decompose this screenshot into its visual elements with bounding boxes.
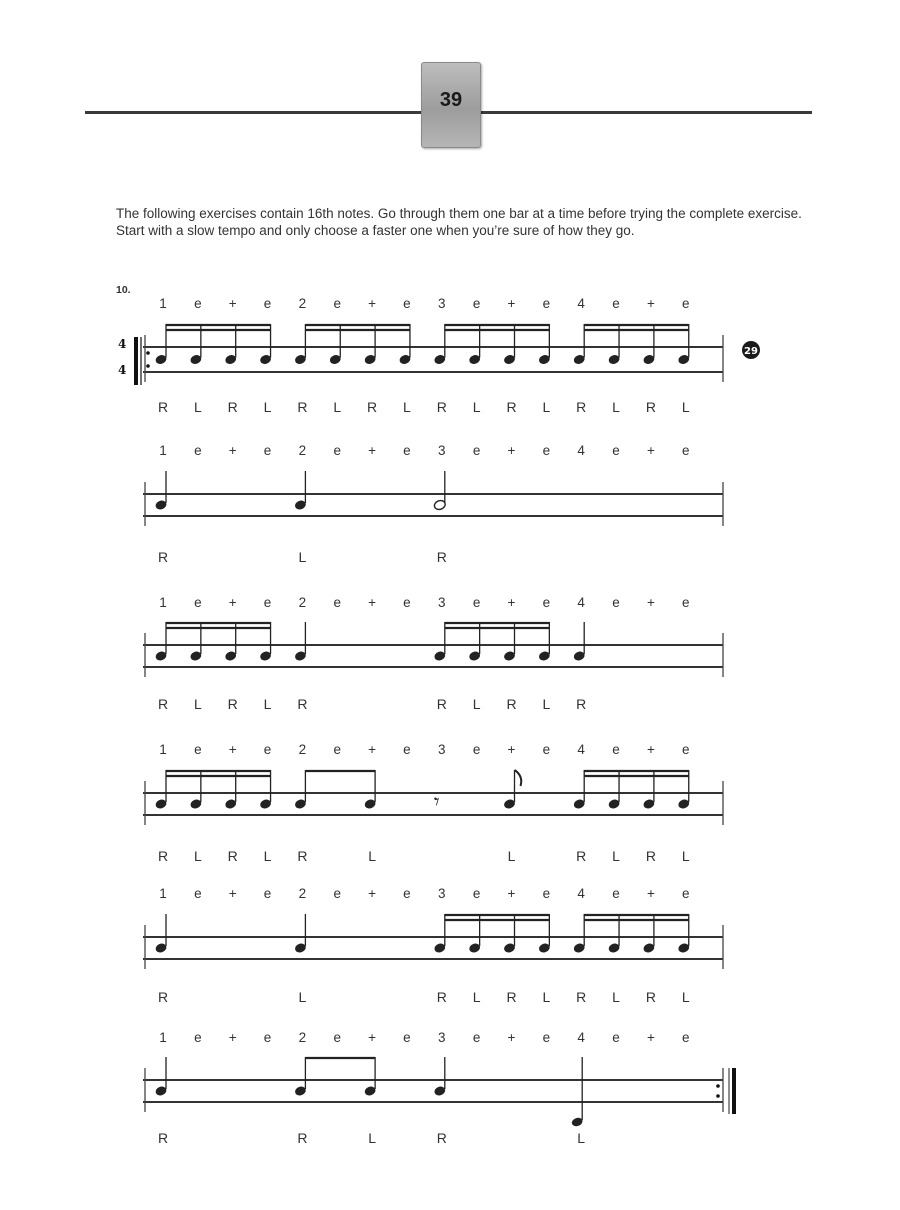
- count-label: e: [612, 1030, 620, 1045]
- count-label: e: [194, 886, 202, 901]
- count-label: e: [263, 886, 272, 901]
- repeat-dot: [146, 351, 150, 355]
- count-label: +: [507, 886, 516, 901]
- count-label: e: [542, 742, 551, 757]
- track-number: 29: [744, 346, 758, 357]
- count-label: 2: [298, 742, 307, 757]
- count-label: e: [403, 886, 411, 901]
- count-label: e: [194, 1030, 202, 1045]
- count-label: +: [646, 886, 655, 901]
- count-label: +: [368, 296, 377, 311]
- count-label: 1: [159, 595, 167, 610]
- count-label: e: [612, 886, 620, 901]
- count-label: +: [368, 443, 377, 458]
- count-label: e: [194, 296, 202, 311]
- sticking-letter: L: [298, 989, 307, 1005]
- count-label: +: [368, 595, 377, 610]
- sticking-letter: L: [681, 848, 690, 864]
- sticking-letter: L: [368, 1130, 376, 1146]
- count-label: +: [646, 296, 655, 311]
- count-label: e: [681, 1030, 690, 1045]
- sticking-letter: R: [157, 549, 169, 565]
- count-label: 3: [438, 886, 446, 901]
- sticking-letter: L: [193, 399, 202, 415]
- count-label: e: [403, 296, 411, 311]
- sticking-letter: R: [227, 696, 238, 712]
- count-label: 2: [298, 443, 307, 458]
- count-label: e: [472, 742, 481, 757]
- intro-paragraph: The following exercises contain 16th notes. Go through them one bar at a time before trying the complete exercise. Start with a slow tempo and only choose a faster one when you’re sure of how they go.: [116, 206, 802, 238]
- sticking-letter: R: [436, 696, 447, 712]
- count-label: e: [403, 443, 411, 458]
- sticking-letter: L: [612, 399, 620, 415]
- sticking-letter: R: [645, 989, 656, 1005]
- count-label: 3: [438, 595, 446, 610]
- sticking-letter: R: [367, 399, 378, 415]
- sticking-letter: R: [436, 399, 447, 415]
- sticking-letter: L: [368, 848, 376, 864]
- count-label: e: [194, 443, 202, 458]
- count-label: e: [333, 595, 341, 610]
- sticking-letter: L: [612, 989, 620, 1005]
- count-label: +: [646, 1030, 655, 1045]
- count-label: e: [263, 595, 272, 610]
- count-label: e: [542, 1030, 551, 1045]
- count-label: e: [263, 443, 272, 458]
- eighth-rest: 𝄾: [433, 790, 440, 815]
- sticking-letter: R: [157, 696, 169, 712]
- sticking-letter: R: [157, 989, 169, 1005]
- sticking-letter: R: [506, 989, 517, 1005]
- count-label: +: [507, 1030, 516, 1045]
- time-signature-bottom: 4: [118, 363, 127, 377]
- count-label: +: [507, 443, 516, 458]
- count-label: 2: [298, 1030, 307, 1045]
- count-label: +: [228, 886, 237, 901]
- sticking-letter: R: [227, 848, 238, 864]
- sticking-letter: R: [297, 1130, 308, 1146]
- count-label: 4: [577, 296, 585, 311]
- count-label: e: [333, 886, 341, 901]
- count-label: +: [368, 1030, 377, 1045]
- sticking-letter: L: [681, 399, 690, 415]
- count-label: +: [228, 595, 237, 610]
- count-label: e: [333, 1030, 341, 1045]
- sticking-letter: R: [576, 696, 587, 712]
- sticking-letter: L: [472, 989, 481, 1005]
- count-label: e: [472, 886, 481, 901]
- count-label: 4: [577, 595, 585, 610]
- count-label: e: [542, 443, 551, 458]
- count-label: +: [228, 742, 237, 757]
- count-label: e: [403, 595, 411, 610]
- sticking-letter: L: [612, 848, 620, 864]
- count-label: 2: [298, 886, 307, 901]
- count-label: +: [646, 443, 655, 458]
- sticking-letter: R: [297, 696, 308, 712]
- count-label: 1: [159, 742, 167, 757]
- sticking-letter: L: [577, 1130, 586, 1146]
- repeat-dot: [716, 1084, 720, 1088]
- sticking-letter: L: [193, 848, 202, 864]
- count-label: 4: [577, 1030, 585, 1045]
- count-label: +: [646, 595, 655, 610]
- sticking-letter: R: [436, 989, 447, 1005]
- count-label: e: [194, 742, 202, 757]
- count-label: +: [507, 742, 516, 757]
- sticking-letter: R: [157, 848, 169, 864]
- count-label: +: [507, 595, 516, 610]
- count-label: +: [228, 443, 237, 458]
- count-label: e: [542, 595, 551, 610]
- count-label: e: [333, 742, 341, 757]
- count-label: e: [472, 443, 481, 458]
- count-label: 3: [438, 296, 446, 311]
- count-label: e: [263, 296, 272, 311]
- sticking-letter: R: [576, 989, 587, 1005]
- sticking-letter: R: [506, 399, 517, 415]
- sticking-letter: L: [298, 549, 307, 565]
- sticking-letter: L: [542, 399, 551, 415]
- sticking-letter: R: [157, 1130, 169, 1146]
- count-label: e: [403, 742, 411, 757]
- count-label: +: [368, 886, 377, 901]
- sticking-letter: R: [436, 1130, 447, 1146]
- sticking-letter: L: [333, 399, 342, 415]
- count-label: +: [228, 296, 237, 311]
- sticking-letter: L: [542, 989, 551, 1005]
- count-label: 1: [159, 1030, 167, 1045]
- count-label: 1: [159, 296, 167, 311]
- count-label: 4: [577, 886, 585, 901]
- count-label: 2: [298, 296, 307, 311]
- repeat-dot: [716, 1094, 720, 1098]
- count-label: e: [263, 742, 272, 757]
- count-label: 1: [159, 443, 167, 458]
- count-label: e: [681, 296, 690, 311]
- count-label: e: [403, 1030, 411, 1045]
- count-label: 1: [159, 886, 167, 901]
- count-label: 3: [438, 742, 446, 757]
- sticking-letter: L: [403, 399, 411, 415]
- count-label: e: [681, 742, 690, 757]
- count-label: e: [542, 886, 551, 901]
- count-label: +: [507, 296, 516, 311]
- sticking-letter: L: [472, 696, 481, 712]
- sticking-letter: R: [645, 399, 656, 415]
- sticking-letter: R: [576, 399, 587, 415]
- sticking-letter: L: [472, 399, 481, 415]
- count-label: 3: [438, 443, 446, 458]
- exercise-number: 10.: [116, 284, 131, 296]
- sticking-letter: R: [297, 848, 308, 864]
- page-number: 39: [439, 89, 463, 111]
- count-label: 3: [438, 1030, 446, 1045]
- sticking-letter: L: [263, 848, 272, 864]
- count-label: e: [542, 296, 551, 311]
- sticking-letter: L: [263, 696, 272, 712]
- count-label: e: [681, 886, 690, 901]
- sticking-letter: R: [576, 848, 587, 864]
- count-label: e: [612, 443, 620, 458]
- count-label: e: [612, 595, 620, 610]
- count-label: e: [472, 595, 481, 610]
- count-label: e: [681, 443, 690, 458]
- count-label: e: [472, 296, 481, 311]
- count-label: 4: [577, 742, 585, 757]
- count-label: e: [472, 1030, 481, 1045]
- count-label: +: [646, 742, 655, 757]
- note-flag: [515, 770, 522, 786]
- sticking-letter: L: [542, 696, 551, 712]
- sticking-letter: R: [645, 848, 656, 864]
- count-label: +: [368, 742, 377, 757]
- count-label: e: [612, 296, 620, 311]
- sticking-letter: L: [681, 989, 690, 1005]
- count-label: e: [681, 595, 690, 610]
- count-label: e: [263, 1030, 272, 1045]
- sticking-letter: L: [263, 399, 272, 415]
- count-label: e: [612, 742, 620, 757]
- sticking-letter: L: [193, 696, 202, 712]
- count-label: e: [333, 443, 341, 458]
- sticking-letter: R: [506, 696, 517, 712]
- repeat-dot: [146, 364, 150, 368]
- time-signature-top: 4: [118, 337, 127, 351]
- sticking-letter: L: [507, 848, 516, 864]
- count-label: 4: [577, 443, 585, 458]
- count-label: 2: [298, 595, 307, 610]
- sticking-letter: R: [157, 399, 169, 415]
- sticking-letter: R: [227, 399, 238, 415]
- sticking-letter: R: [436, 549, 447, 565]
- count-label: e: [194, 595, 202, 610]
- sticking-letter: R: [297, 399, 308, 415]
- count-label: +: [228, 1030, 237, 1045]
- count-label: e: [333, 296, 341, 311]
